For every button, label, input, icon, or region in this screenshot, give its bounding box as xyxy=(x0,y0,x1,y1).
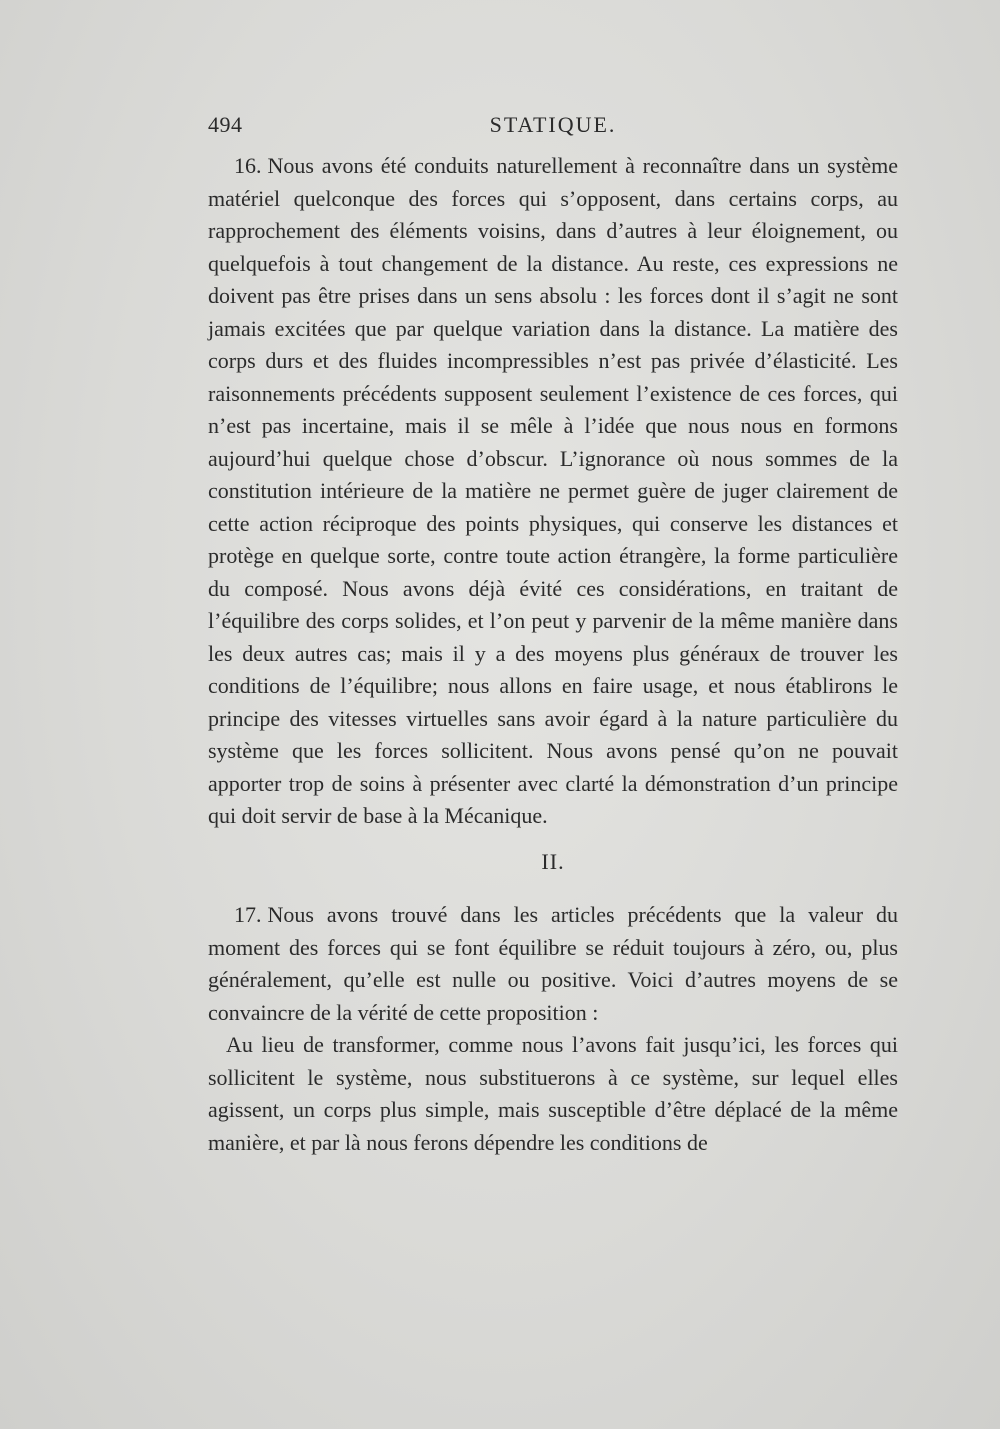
paragraph-continuation xyxy=(208,1029,898,1159)
paragraph-text: Nous avons trouvé dans les articles précédents que la valeur du moment des forces qui se font équilibre se réduit toujours à zéro, ou, plus généralement, qu’elle est nulle ou positive. Voici d’autres moyens de se convaincre de la vérité de cette proposition : xyxy=(208,902,898,1025)
running-title: STATIQUE. xyxy=(489,112,617,137)
section-heading: II. xyxy=(541,848,565,874)
paragraph-17 xyxy=(208,899,898,1029)
paragraph-number: 17. xyxy=(234,902,262,927)
paragraph-text: Nous avons été conduits naturellement à reconnaître dans un système matériel quelconque des forces qui s’opposent, dans certains corps, au rapprochement des éléments voisins, dans d’autres à leur éloignement, ou quelquefois à tout changement de la distance. Au reste, ces expressions ne doivent pas être prises dans un sens absolu : les forces dont il s’agit ne sont jamais excitées que par quelque variation dans la distance. La matière des corps durs et des fluides incompressibles n’est pas privée d’élasticité. Les raisonnements précédents supposent seulement l’existence de ces forces, qui n’est pas incertaine, mais il se mêle à l’idée que nous nous en formons aujourd’hui quelque chose d’obscur. L’ignorance où nous sommes de la constitution intérieure de la matière ne permet guère de juger clairement de cette action réciproque des points physiques, qui conserve les distances et protège en quelque sorte, contre toute action étrangère, la forme particulière du composé. Nous avons déjà évité ces considérations, en traitant de l’équilibre des corps solides, et l’on peut y parvenir de la même manière dans les deux autres cas; mais il y a des moyens plus généraux de trouver les conditions de l’équilibre; nous allons en faire usage, et nous établirons le principe des vitesses virtuelles sans avoir égard à la nature particulière du système que les forces sollicitent. Nous avons pensé qu’on ne pouvait apporter trop de soins à présenter avec clarté la démonstration d’un principe qui doit servir de base à la Mécanique. xyxy=(208,153,898,828)
body-text xyxy=(208,150,898,1159)
paragraph-text: Au lieu de transformer, comme nous l’avons fait jusqu’ici, les forces qui sollicitent le système, nous substituerons à ce système, sur lequel elles agissent, un corps plus simple, mais susceptible d’être déplacé de la même manière, et par là nous ferons dépendre les conditions de xyxy=(208,1032,898,1155)
page-header xyxy=(208,112,898,142)
paragraph-number: 16. xyxy=(234,153,262,178)
page-number: 494 xyxy=(208,112,243,137)
paragraph-16 xyxy=(208,150,898,833)
